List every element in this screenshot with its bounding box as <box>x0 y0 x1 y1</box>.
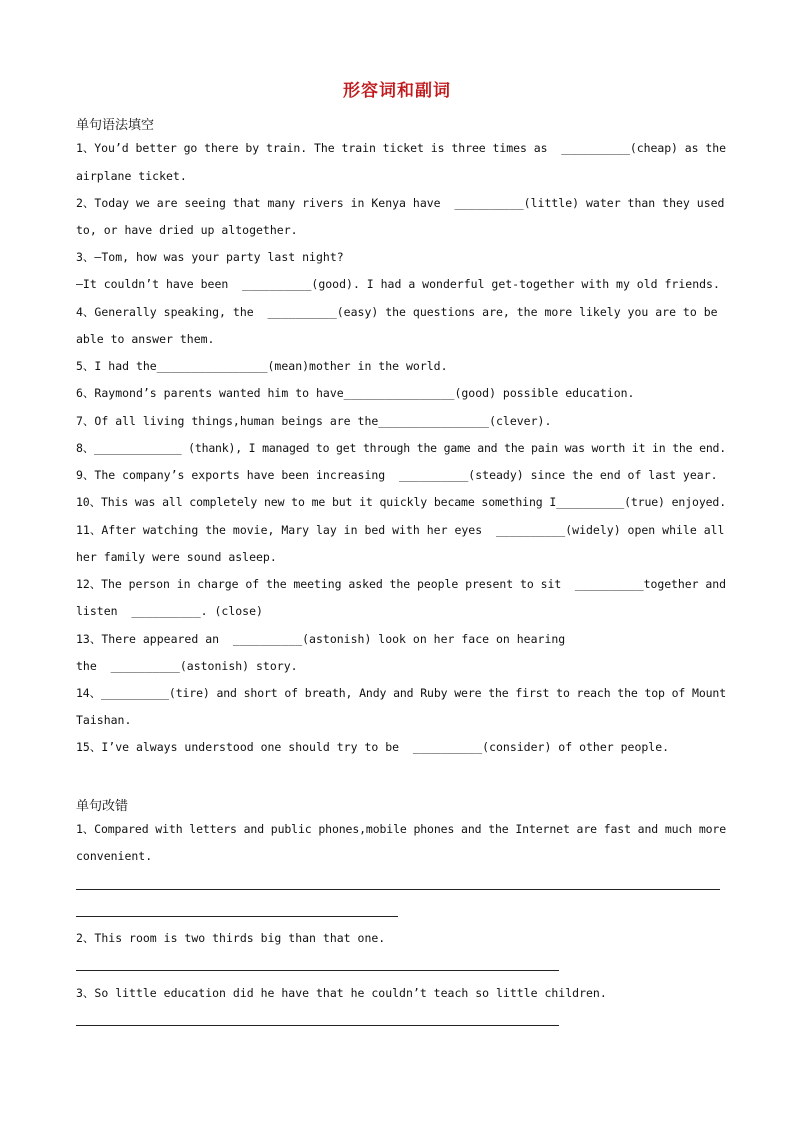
exercise-line: 12、The person in charge of the meeting asked the people present to sit __________together and <box>76 577 726 591</box>
answer-line <box>76 1025 559 1026</box>
exercise-line: 14、__________(tire) and short of breath, Andy and Ruby were the first to reach the top of Mount <box>76 686 726 700</box>
answer-line <box>76 889 720 890</box>
exercise-line: 8、_____________ (thank), I managed to get through the game and the pain was worth it in the end. <box>76 441 726 455</box>
exercise-line: 7、Of all living things,human beings are the________________(clever). <box>76 414 552 428</box>
exercise-line: the __________(astonish) story. <box>76 659 298 673</box>
page-title: 形容词和副词 <box>343 81 451 101</box>
exercise-line: Taishan. <box>76 713 132 727</box>
exercise-line: 4、Generally speaking, the __________(easy) the questions are, the more likely you are to be <box>76 305 718 319</box>
exercise-line: her family were sound asleep. <box>76 550 277 564</box>
exercise-line: able to answer them. <box>76 332 215 346</box>
exercise-line: listen __________. (close) <box>76 604 263 618</box>
exercise-line: 9、The company’s exports have been increasing __________(steady) since the end of last year. <box>76 468 718 482</box>
exercise-line: 2、Today we are seeing that many rivers in Kenya have __________(little) water than they used <box>76 196 725 210</box>
exercise-line: 6、Raymond’s parents wanted him to have________________(good) possible education. <box>76 386 635 400</box>
section-heading-error-correction: 单句改错 <box>76 799 129 814</box>
exercise-line: airplane ticket. <box>76 169 187 183</box>
exercise-line: —It couldn’t have been __________(good). I had a wonderful get-together with my old friends. <box>76 277 720 291</box>
section-heading-fill-blank: 单句语法填空 <box>76 118 155 133</box>
exercise-line: 1、You’d better go there by train. The train ticket is three times as __________(cheap) as the <box>76 141 726 155</box>
exercise-line: to, or have dried up altogether. <box>76 223 298 237</box>
exercise-line: 15、I’ve always understood one should try to be __________(consider) of other people. <box>76 740 670 754</box>
exercise-line: 5、I had the________________(mean)mother in the world. <box>76 359 448 373</box>
correction-line: 3、So little education did he have that he couldn’t teach so little children. <box>76 986 607 1000</box>
correction-line: convenient. <box>76 849 153 863</box>
exercise-line: 10、This was all completely new to me but it quickly became something I__________(true) enjoyed. <box>76 495 726 509</box>
correction-line: 1、Compared with letters and public phones,mobile phones and the Internet are fast and much more <box>76 822 726 836</box>
answer-line <box>76 916 398 917</box>
exercise-line: 3、—Tom, how was your party last night? <box>76 250 344 264</box>
exercise-line: 11、After watching the movie, Mary lay in bed with her eyes __________(widely) open while all <box>76 523 725 537</box>
correction-line: 2、This room is two thirds big than that one. <box>76 931 386 945</box>
exercise-line: 13、There appeared an __________(astonish) look on her face on hearing <box>76 632 566 646</box>
answer-line <box>76 970 559 971</box>
